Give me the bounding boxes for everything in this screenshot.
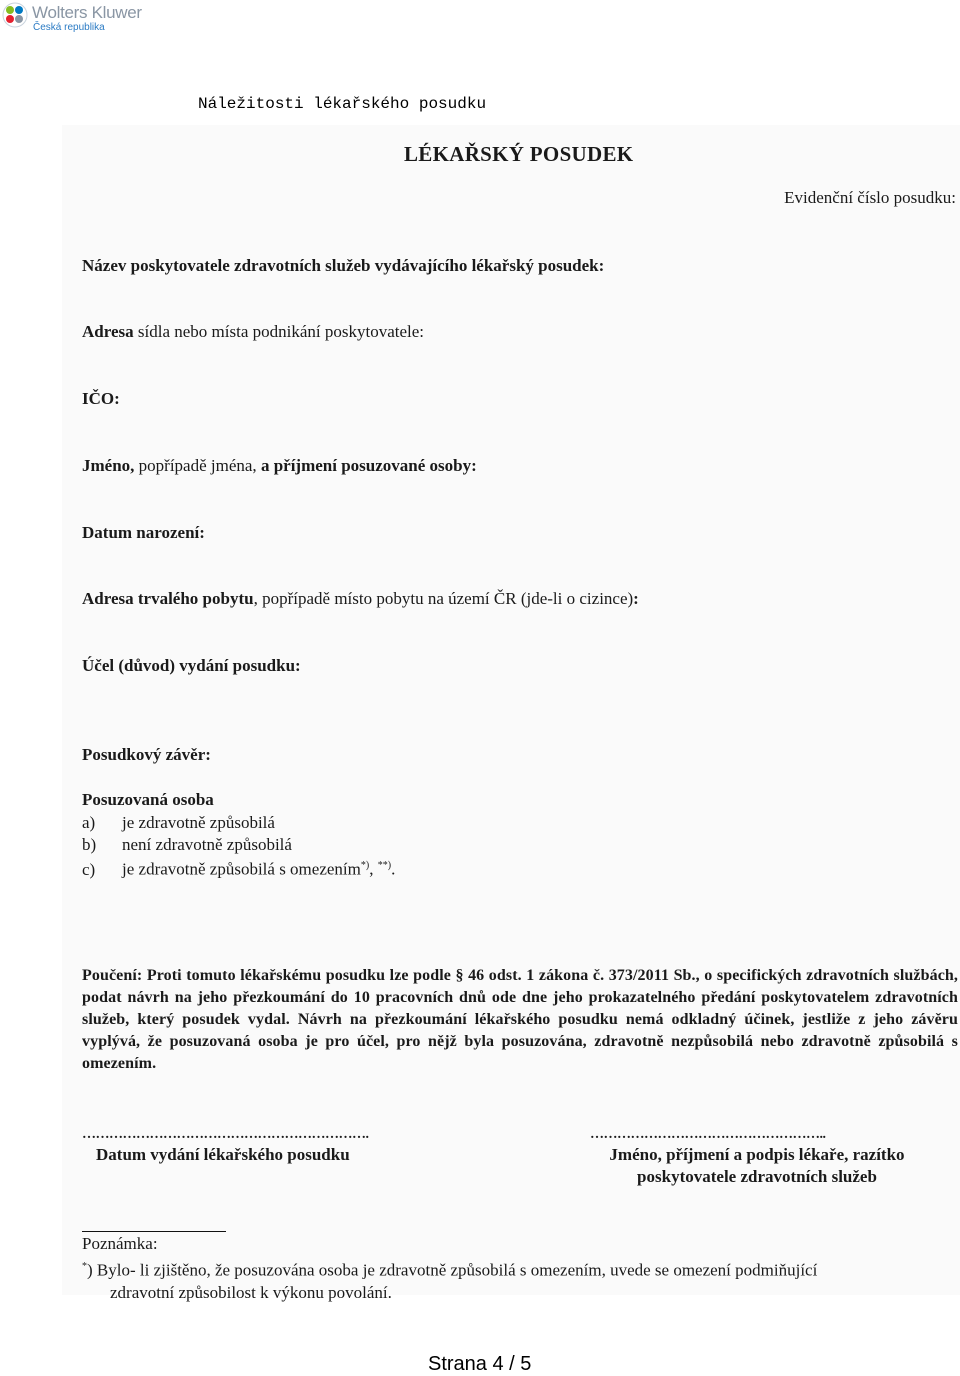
purpose-label: Účel (důvod) vydání posudku: — [82, 656, 301, 675]
provider-address-bold: Adresa — [82, 322, 134, 341]
page-title: Náležitosti lékařského posudku — [198, 95, 487, 113]
note-label: Poznámka: — [82, 1234, 158, 1253]
residence-part-b: , popřípadě místo pobytu na území ČR (jde-li o cizince) — [253, 589, 634, 608]
signature-line-right: …………………………………………….. — [590, 1127, 826, 1142]
legal-instruction: Poučení: Proti tomuto lékařskému posudku lze podle § 46 odst. 1 zákona č. 373/2011 Sb., o specifických zdravotních službách, podat návrh na jeho přezkoumání do 10 pracovních dnů ode dne jeho prokazatelného předání poskytovatelem zdravotních služeb, který posudek vydal. Návrh na přezkoumání lékařského posudku nemá odkladný účinek, jestliže z jeho závěru vyplývá, že posuzovaná osoba je pro účel, pro nějž byla posuzována, zdravotně nezpůsobilá nebo zdravotně způsobilá s omezením. — [82, 967, 958, 1072]
conclusion-option-c: c) je zdravotně způsobilá s omezením*), **). — [82, 859, 396, 879]
ico-label: IČO: — [82, 389, 120, 408]
signature-line-left: ………………………………………………………. — [82, 1127, 369, 1142]
person-name-part-a: Jméno, — [82, 456, 135, 475]
note-divider — [82, 1231, 226, 1232]
residence-part-a: Adresa trvalého pobytu — [82, 589, 254, 608]
note-text: *) Bylo- li zjištěno, že posuzována osoba je zdravotně způsobilá s omezením, uvede se omezení podmiňující zdravotní způsobilost k výkonu povolání. — [82, 1260, 818, 1302]
evidence-number-label: Evidenční číslo posudku: — [784, 188, 956, 207]
provider-address-label — [82, 322, 424, 342]
person-name-label — [82, 456, 477, 476]
conclusion-option-b: b) není zdravotně způsobilá — [82, 834, 292, 854]
conclusion-subject: Posuzovaná osoba — [82, 790, 214, 809]
page-number: Strana 4 / 5 — [428, 1353, 532, 1375]
residence-label — [82, 589, 639, 609]
provider-address-rest: sídla nebo místa podnikání poskytovatele: — [133, 322, 425, 341]
footnote-mark-1: *) — [360, 860, 370, 871]
logo-name: Wolters Kluwer — [32, 3, 142, 22]
form-heading: LÉKAŘSKÝ POSUDEK — [404, 142, 634, 166]
person-name-part-b: popřípadě jména, — [134, 456, 261, 475]
residence-part-c: : — [633, 589, 639, 608]
provider-name-label: Název poskytovatele zdravotních služeb vydávajícího lékařský posudek: — [82, 256, 605, 275]
date-issued-label: Datum vydání lékařského posudku — [96, 1145, 350, 1164]
wolters-kluwer-logo — [2, 2, 142, 36]
doctor-signature-line2: poskytovatele zdravotních služeb — [637, 1167, 877, 1186]
conclusion-options — [82, 812, 395, 880]
doctor-signature-label — [582, 1144, 932, 1188]
birth-date-label: Datum narození: — [82, 523, 205, 542]
person-name-part-c: a příjmení posuzované osoby: — [260, 456, 477, 475]
note-marker: * — [82, 1261, 87, 1272]
logo-emblem-icon — [2, 2, 28, 28]
logo-subtitle: Česká republika — [33, 22, 105, 33]
conclusion-option-a: a) je zdravotně způsobilá — [82, 813, 275, 832]
doctor-signature-line1: Jméno, příjmení a podpis lékaře, razítko — [609, 1145, 905, 1164]
footnote-mark-2: **) — [377, 860, 392, 871]
conclusion-label: Posudkový závěr: — [82, 745, 211, 764]
medical-report-form — [62, 125, 960, 1302]
